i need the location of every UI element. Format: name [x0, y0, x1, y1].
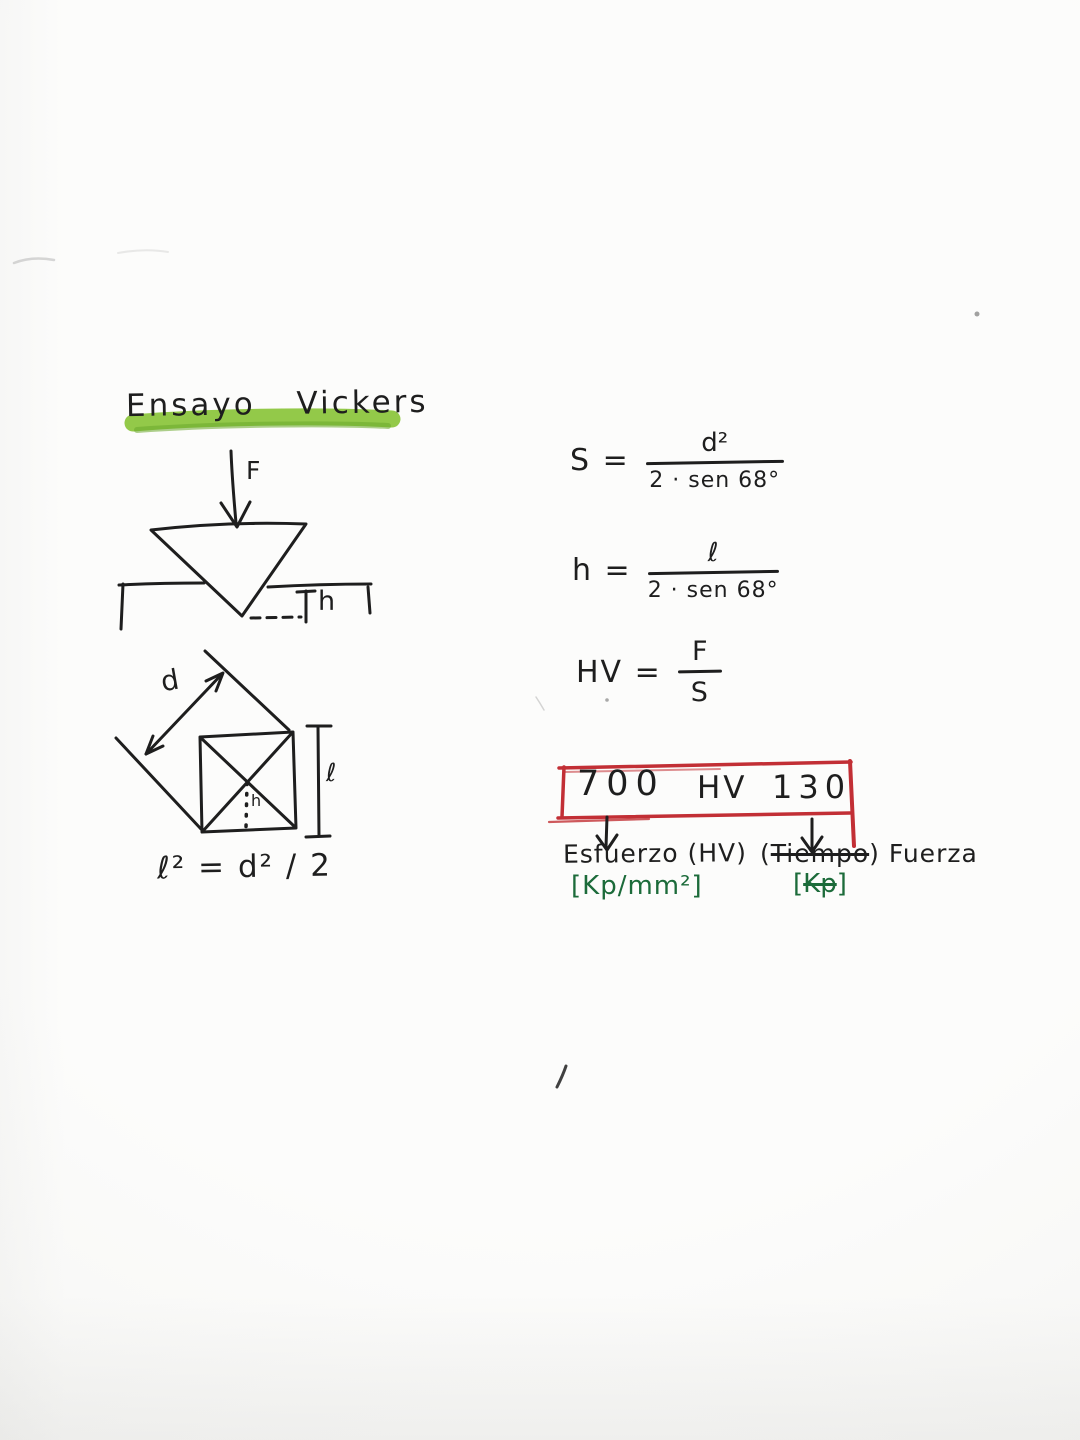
diagonal-relation-formula: ℓ² = d² / 2: [156, 847, 333, 887]
depth-formula: [572, 538, 779, 603]
surface-line-left: [119, 583, 204, 585]
force-label: F: [246, 456, 261, 485]
imprint-depth-dotted: [246, 783, 247, 828]
fraction-bar: [678, 670, 722, 674]
d-arrow-shaft: [146, 674, 222, 754]
side-dimension-line: [318, 727, 319, 836]
depth-tick-bar: [297, 591, 315, 592]
fuerza-unit: [793, 869, 847, 899]
imprint-square: [200, 732, 296, 832]
hardness-formula-numerator: F: [692, 636, 708, 667]
side-length-label: ℓ: [326, 758, 337, 787]
d-arrowhead-lower-icon: [146, 736, 163, 754]
hardness-formula-fraction: [678, 636, 722, 708]
d-extension-line-2: [116, 738, 201, 829]
surface-formula-fraction: [646, 428, 784, 493]
indenter-triangle: [151, 523, 306, 616]
fuerza-annotation: [760, 839, 978, 868]
imprint-depth-label: h: [251, 791, 262, 810]
esfuerzo-annotation: Esfuerzo (HV): [562, 838, 748, 869]
force-arrowhead-icon: [221, 502, 250, 527]
d-arrowhead-upper-icon: [206, 673, 223, 691]
surface-formula: [570, 428, 784, 493]
hardness-formula-lhs: HV =: [576, 654, 662, 690]
designation-value: 700: [577, 764, 665, 804]
designation-scale: HV: [697, 770, 748, 806]
box-bottom: [558, 813, 850, 818]
surface-tick-right: [368, 587, 370, 613]
unit-open-bracket: [: [793, 869, 804, 899]
surface-formula-numerator: d²: [701, 428, 729, 458]
diagonal-label: d: [158, 662, 182, 699]
d-extension-line-1: [205, 651, 289, 730]
depth-formula-lhs: h =: [572, 553, 632, 588]
ink-dot-right: [975, 312, 980, 317]
designation-load: 130: [772, 768, 852, 806]
unit-struck: Kp: [803, 869, 837, 899]
pencil-squiggle-2: [118, 250, 168, 253]
depth-formula-numerator: ℓ: [707, 538, 719, 568]
pencil-squiggle-1: [14, 259, 54, 263]
fuerza-rest: ) Fuerza: [869, 839, 978, 868]
imprint-diagonal-1: [201, 738, 295, 827]
depth-formula-denominator: 2 · sen 68°: [647, 578, 779, 603]
box-left: [562, 767, 564, 817]
pen-slash-bottom: [557, 1066, 566, 1087]
surface-formula-lhs: S =: [570, 443, 630, 478]
depth-formula-fraction: [648, 538, 779, 603]
hardness-formula: [576, 636, 722, 708]
side-dimension-serif-bottom: [306, 836, 330, 837]
imprint-drawing: [116, 651, 331, 837]
faint-slash-mid: [536, 697, 544, 710]
indentation-depth-label: h: [318, 586, 336, 617]
page-title: Ensayo Vickers: [125, 383, 429, 425]
unit-close-bracket: ]: [836, 869, 847, 899]
esfuerzo-unit: [Kp/mm²]: [571, 871, 703, 901]
force-arrow-shaft: [231, 451, 236, 523]
surface-tick-left: [121, 584, 123, 629]
fuerza-struck-word: Tiempo: [770, 839, 870, 868]
hardness-formula-denominator: S: [690, 677, 709, 708]
surface-formula-denominator: 2 · sen 68°: [649, 468, 781, 493]
imprint-diagonal-2: [203, 733, 292, 831]
box-bottom-double: [549, 819, 649, 822]
fuerza-open-paren: (: [760, 839, 771, 868]
depth-dashed-line: [251, 617, 301, 618]
